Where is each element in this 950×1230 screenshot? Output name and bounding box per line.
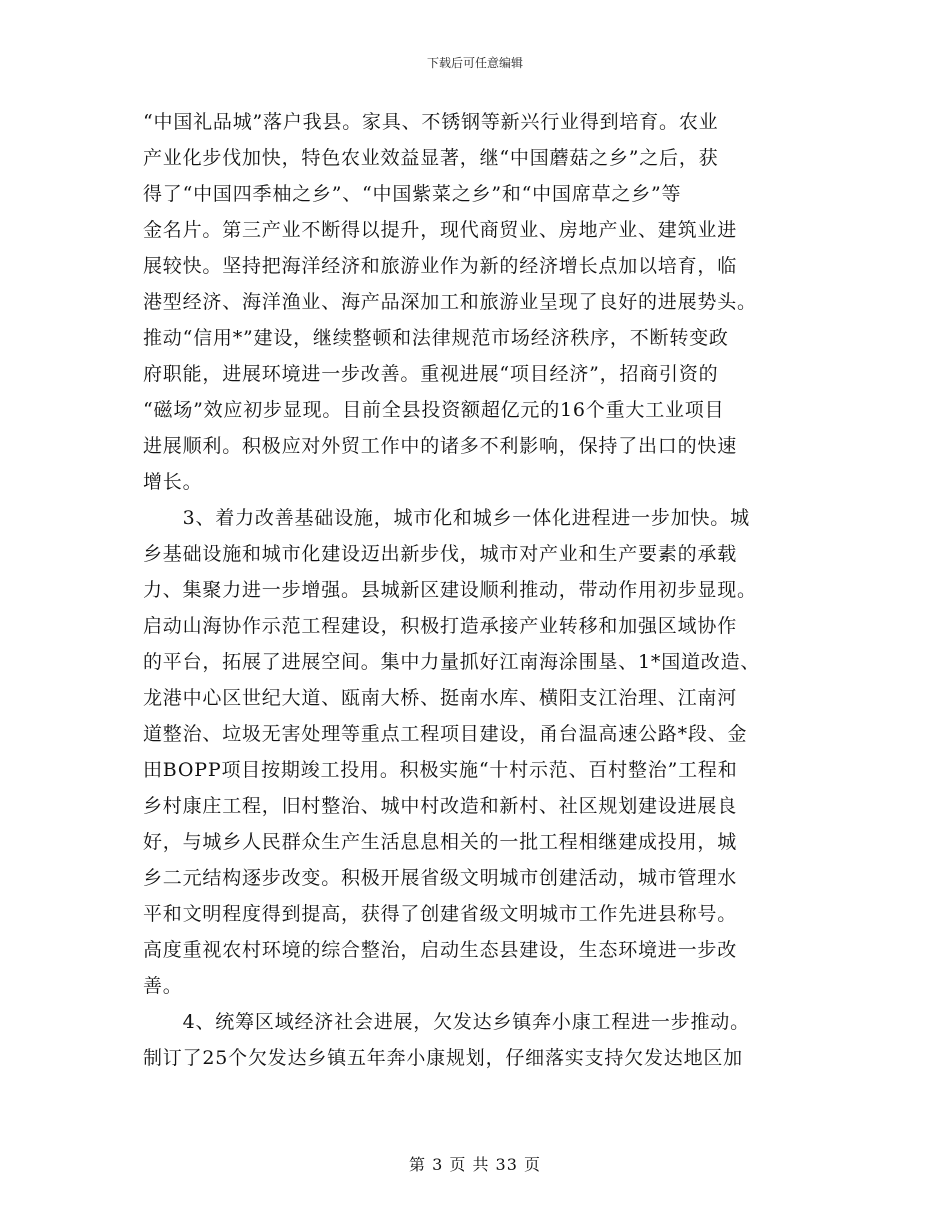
text-line: 府职能，进展环境进一步改善。重视进展“项目经济”，招商引资的 [143,363,719,385]
text-line: 龙港中心区世纪大道、瓯南大桥、挺南水库、横阳支江治理、江南河 [143,687,738,709]
page-header: 下载后可任意编辑 [426,56,523,70]
text-line: 产业化步伐加快，特色农业效益显著，继“中国蘑菇之乡”之后，获 [143,147,719,169]
text-line: 3、着力改善基础设施，城市化和城乡一体化进程进一步加快。城 [143,507,750,529]
text-line: 乡基础设施和城市化建设迈出新步伐，城市对产业和生产要素的承载 [143,543,738,565]
page-footer: 第 3 页 共 33 页 [409,1155,541,1174]
text-line: “中国礼品城”落户我县。家具、不锈钢等新兴行业得到培育。农业 [143,111,719,133]
text-line: 港型经济、海洋渔业、海产品深加工和旅游业呈现了良好的进展势头。 [143,291,757,313]
text-line: 好，与城乡人民群众生产生活息息相关的一批工程相继建成投用，城 [143,831,738,853]
text-line: 展较快。坚持把海洋经济和旅游业作为新的经济增长点加以培育，临 [143,255,738,277]
text-line: 高度重视农村环境的综合整治，启动生态县建设，生态环境进一步改 [143,939,738,961]
text-line: “磁场”效应初步显现。目前全县投资额超亿元的16个重大工业项目 [143,399,725,421]
text-line: 4、统筹区域经济社会进展，欠发达乡镇奔小康工程进一步推动。 [143,1011,750,1033]
text-line: 得了“中国四季柚之乡”、“中国紫菜之乡”和“中国席草之乡”等 [143,183,682,205]
text-line: 乡二元结构逐步改变。积极开展省级文明城市创建活动，城市管理水 [143,867,738,889]
text-line: 力、集聚力进一步增强。县城新区建设顺利推动，带动作用初步显现。 [143,579,757,601]
document-body [143,104,813,1076]
text-line: 金名片。第三产业不断得以提升，现代商贸业、房地产业、建筑业进 [143,219,738,241]
text-line: 的平台，拓展了进展空间。集中力量抓好江南海涂围垦、1*国道改造、 [143,651,761,673]
text-line: 田BOPP项目按期竣工投用。积极实施“十村示范、百村整治”工程和 [143,759,738,781]
text-line: 平和文明程度得到提高，获得了创建省级文明城市工作先进县称号。 [143,903,738,925]
text-line: 推动“信用*”建设，继续整顿和法律规范市场经济秩序，不断转变政 [143,327,729,349]
text-line: 启动山海协作示范工程建设，积极打造承接产业转移和加强区域协作 [143,615,738,637]
text-line: 制订了25个欠发达乡镇五年奔小康规划，仔细落实支持欠发达地区加 [143,1047,743,1069]
text-line: 增长。 [143,471,203,493]
text-line: 乡村康庄工程，旧村整治、城中村改造和新村、社区规划建设进展良 [143,795,738,817]
text-line: 道整治、垃圾无害处理等重点工程项目建设，甬台温高速公路*段、金 [143,723,748,745]
text-line: 进展顺利。积极应对外贸工作中的诸多不利影响，保持了出口的快速 [143,435,738,457]
text-line: 善。 [143,975,183,997]
